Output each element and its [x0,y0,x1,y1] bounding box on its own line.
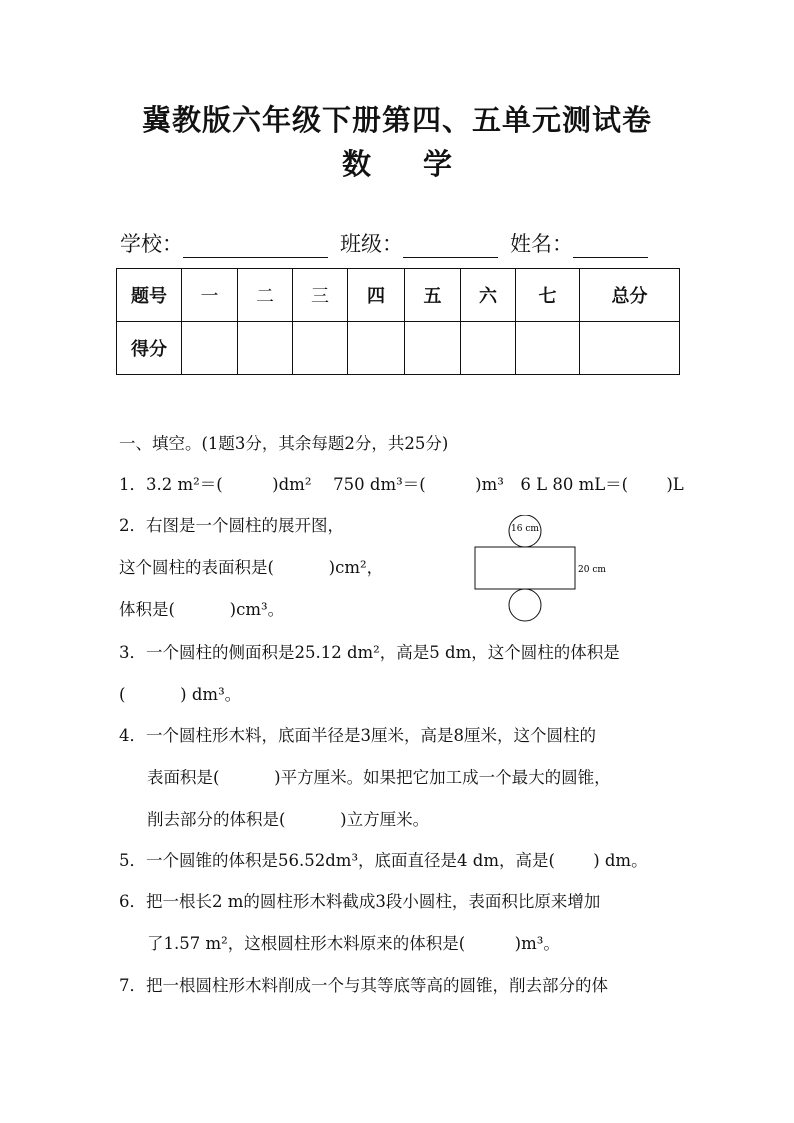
score-cell-header: 五 [405,269,461,322]
name-label: 姓名： [510,232,573,256]
subject-char-2: 学 [423,147,453,181]
score-cell-header: 一 [182,269,238,322]
score-entry-cell[interactable] [348,322,405,375]
question-4-line-2: 表面积是( )平方厘米。如果把它加工成一个最大的圆锥， [147,768,611,787]
exam-title: 冀教版六年级下册第四、五单元测试卷 [141,103,652,137]
score-entry-cell[interactable] [516,322,580,375]
score-cell-header: 六 [461,269,516,322]
student-info-line [120,228,680,258]
score-row-label: 得分 [117,322,182,375]
subject-char-1: 数 [341,147,371,181]
score-cell-header: 四 [348,269,405,322]
section-heading: 一、填空。(1题3分，其余每题2分，共25分) [119,434,449,453]
school-label: 学校： [120,232,183,256]
score-entry-cell[interactable] [293,322,348,375]
question-1: 1．3.2 m²＝( )dm² 750 dm³＝( )m³ 6 L 80 mL＝( )L [119,475,684,494]
score-entry-cell[interactable] [182,322,238,375]
question-3-line-2: ( ) dm³。 [119,685,242,704]
class-label: 班级： [340,232,403,256]
score-entry-cell[interactable] [238,322,293,375]
question-5: 5．一个圆锥的体积是56.52dm³，底面直径是4 dm，高是( ) dm。 [119,851,648,870]
bottom-base-circle [509,589,541,621]
score-table-score-row [117,322,680,375]
question-4-line-1: 4．一个圆柱形木料，底面半径是3厘米，高是8厘米，这个圆柱的 [119,726,596,745]
score-table [116,268,680,375]
question-2-line-2: 这个圆柱的表面积是( )cm²， [119,558,384,577]
score-cell-header: 七 [516,269,580,322]
score-entry-cell[interactable] [461,322,516,375]
name-field[interactable] [573,235,648,258]
subject-title [0,142,794,183]
cylinder-net-diagram [470,515,610,625]
score-cell-header: 题号 [117,269,182,322]
question-7-line-1: 7．把一根圆柱形木料削成一个与其等底等高的圆锥，削去部分的体 [119,976,608,995]
question-3-line-1: 3．一个圆柱的侧面积是25.12 dm²，高是5 dm，这个圆柱的体积是 [119,643,620,662]
diameter-label: 16 cm [511,524,539,534]
score-entry-cell[interactable] [580,322,680,375]
score-cell-header: 总分 [580,269,680,322]
question-2-line-1: 2．右图是一个圆柱的展开图， [119,516,344,535]
score-table-header-row [117,269,680,322]
question-6-line-1: 6．把一根长2 m的圆柱形木料截成3段小圆柱，表面积比原来增加 [119,892,601,911]
question-6-line-2: 了1.57 m²，这根圆柱形木料原来的体积是( )m³。 [147,934,560,953]
height-label: 20 cm [578,565,606,575]
school-field[interactable] [183,235,328,258]
question-4-line-3: 削去部分的体积是( )立方厘米。 [147,810,430,829]
cylinder-net-svg [470,515,610,625]
score-cell-header: 二 [238,269,293,322]
question-2-line-3: 体积是( )cm³。 [119,600,285,619]
score-entry-cell[interactable] [405,322,461,375]
lateral-rectangle [475,547,575,589]
score-cell-header: 三 [293,269,348,322]
class-field[interactable] [403,235,498,258]
